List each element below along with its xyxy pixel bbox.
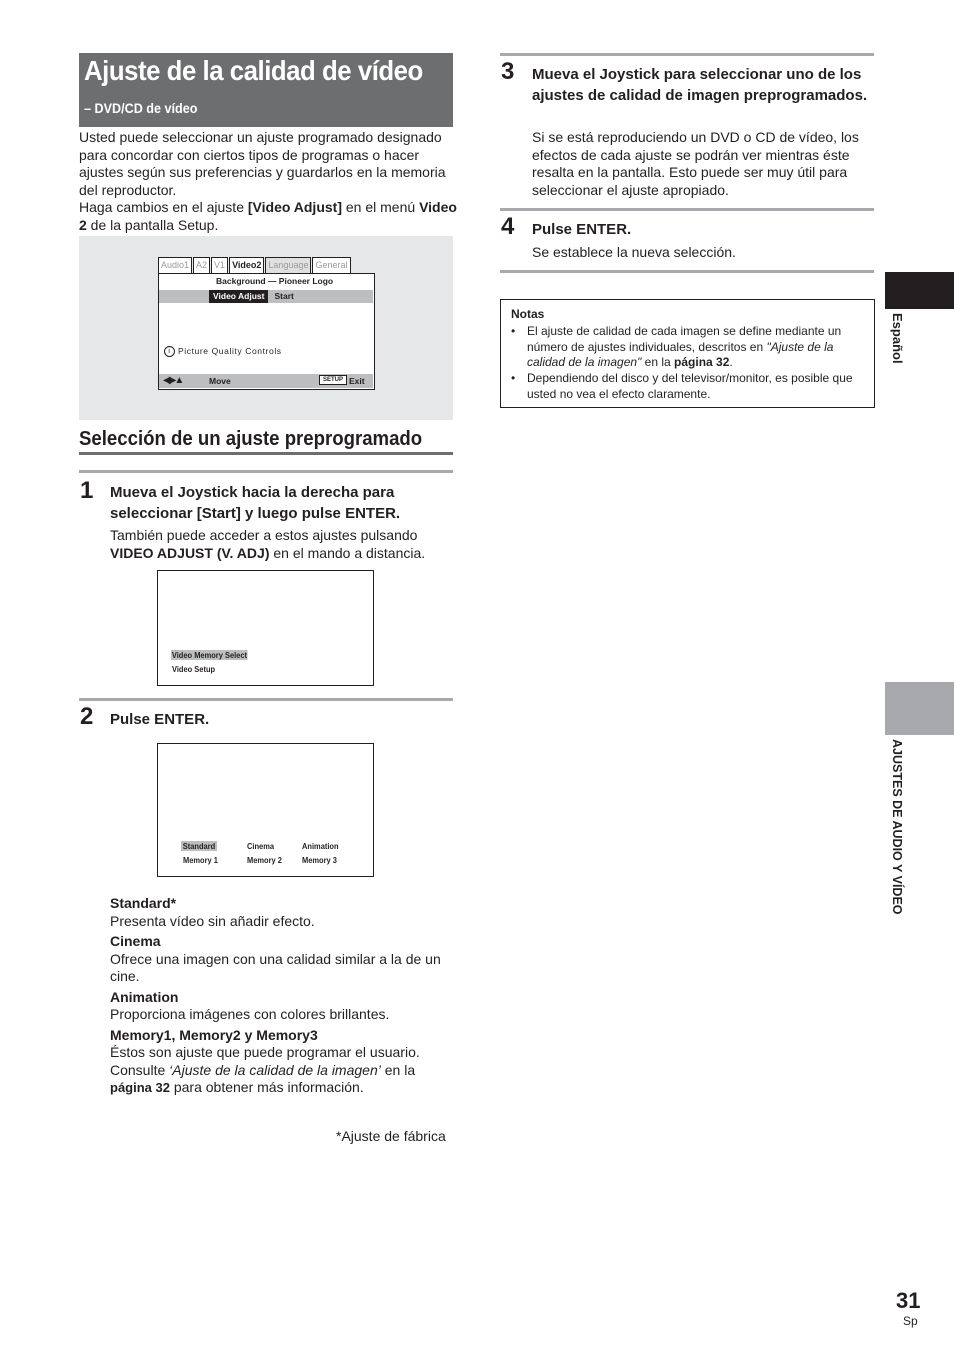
tab-general: General (312, 257, 350, 273)
tab-language: Language (265, 257, 311, 273)
intro-text (79, 129, 459, 234)
step3-rule (500, 53, 874, 56)
menu-row-video-adjust: Video Adjust Start (159, 290, 373, 303)
footnote: *Ajuste de fábrica (336, 1128, 446, 1144)
def-term-memory: Memory1, Memory2 y Memory3 (110, 1026, 318, 1043)
menu-video-memory-select: Video Memory Select (171, 650, 247, 660)
step1-rule (79, 470, 453, 473)
setup-nav-bar: ◀▶▲ Move SETUP Exit (159, 374, 373, 388)
step3-number: 3 (501, 58, 515, 85)
tab-audio1: Audio1 (158, 257, 192, 273)
note-item-1: • El ajuste de calidad de cada imagen se define mediante un número de ajustes individuales, descritos en "Ajuste de la calidad de la imagen" en la página 32. (511, 324, 842, 369)
bullet-icon: • (511, 324, 516, 338)
info-icon: i (164, 346, 175, 357)
page-number: 31 (896, 1288, 921, 1313)
step3-title: Mueva el Joystick para seleccionar uno de los ajustes de calidad de imagen preprogramados. (532, 66, 868, 104)
tab-video2: Video2 (229, 257, 264, 273)
setup-button-icon: SETUP (319, 375, 347, 385)
tab-a2: A2 (193, 257, 210, 273)
step4-desc: Se establece la nueva selección. (532, 244, 736, 260)
def-term-standard: Standard* (110, 895, 177, 911)
step4-end-rule (500, 270, 874, 273)
section-title: Selección de un ajuste preprogramado (79, 428, 423, 450)
direction-arrows-icon: ◀▶▲ (163, 375, 183, 386)
page-subtitle: – DVD/CD de vídeo (84, 100, 198, 116)
definition-list (110, 893, 455, 1100)
def-desc-standard: Presenta vídeo sin añadir efecto. (110, 912, 315, 929)
step2-title: Pulse ENTER. (110, 711, 210, 728)
option-memory1: Memory 1 (183, 855, 218, 865)
page-title: Ajuste de la calidad de vídeo (84, 55, 423, 86)
def-term-animation: Animation (110, 988, 179, 1005)
side-tab-dark (885, 272, 954, 309)
bullet-icon: • (511, 371, 516, 385)
step1-desc: También puede acceder a estos ajustes pulsando VIDEO ADJUST (V. ADJ) en el mando a distancia. (110, 527, 426, 561)
option-animation: Animation (302, 841, 339, 851)
side-language-label: Español (890, 313, 905, 364)
notes-title: Notas (511, 307, 545, 321)
step2-rule (79, 698, 453, 701)
option-standard: Standard (182, 841, 216, 851)
def-desc-memory: Éstos son ajuste que puede programar el usuario. Consulte ‘Ajuste de la calidad de la imagen’ en la página 32 para obtener más información. (110, 1044, 420, 1095)
option-cinema: Cinema (247, 841, 275, 851)
option-memory3: Memory 3 (302, 855, 337, 865)
step4-number: 4 (501, 213, 515, 240)
menu-row-background: Background — Pioneer Logo (216, 276, 334, 286)
step2-number: 2 (80, 703, 94, 730)
menu-video-setup: Video Setup (172, 664, 216, 674)
def-term-cinema: Cinema (110, 933, 161, 949)
step1-number: 1 (80, 477, 94, 504)
intro-paragraph: Usted puede seleccionar un ajuste programado designado para concordar con ciertos tipos de programas o hacer ajustes según sus preferencias y guardarlos en la memoria del reproductor. (79, 129, 446, 198)
section-rule (79, 452, 453, 455)
page-suffix: Sp (903, 1314, 918, 1328)
note-item-2: • Dependiendo del disco y del televisor/monitor, es posible que usted no vea el efecto claramente. (511, 371, 853, 401)
setup-tabs (158, 257, 352, 273)
intro-instruction: Haga cambios en el ajuste [Video Adjust] en el menú Video 2 de la pantalla Setup. (79, 199, 457, 233)
tab-v1: V1 (211, 257, 228, 273)
step3-desc: Si se está reproduciendo un DVD o CD de vídeo, los efectos de cada ajuste se podrán ver mientras éste resalta en la pantalla. Esto puede ser muy útil para seleccionar el ajuste apropiado. (532, 129, 859, 198)
picture-quality-info: i Picture Quality Controls (164, 346, 282, 357)
side-chapter-label: AJUSTES DE AUDIO Y VÍDEO (890, 739, 904, 915)
def-desc-cinema: Ofrece una imagen con una calidad similar a la de un cine. (110, 950, 441, 984)
step4-rule (500, 208, 874, 211)
notes-box (500, 299, 875, 408)
step1-title: Mueva el Joystick hacia la derecha para seleccionar [Start] y luego pulse ENTER. (110, 484, 401, 522)
option-memory2: Memory 2 (247, 855, 282, 865)
def-desc-animation: Proporciona imágenes con colores brillantes. (110, 1006, 390, 1022)
step4-title: Pulse ENTER. (532, 221, 632, 238)
side-tab-gray (885, 682, 954, 735)
